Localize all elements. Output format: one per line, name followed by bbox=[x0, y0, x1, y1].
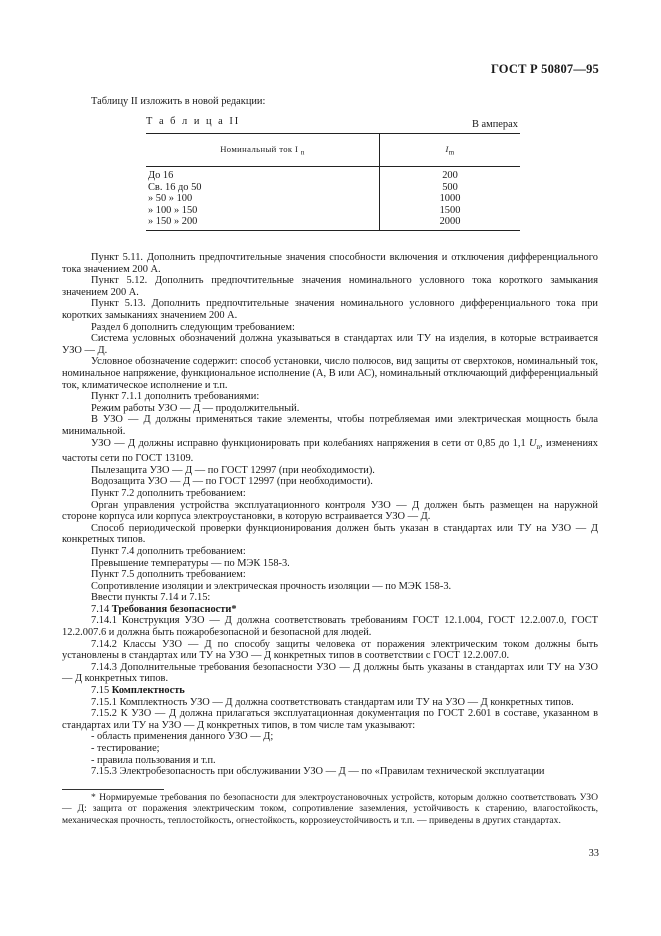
table-row: До 16 200 bbox=[146, 167, 520, 182]
paragraph: Пункт 5.12. Дополнить предпочтительные значения номинального условного тока короткого замыкания значением 200 А. bbox=[62, 275, 598, 298]
paragraph: Сопротивление изоляции и электрическая прочность изоляции — по МЭК 158-3. bbox=[91, 580, 452, 592]
list-item: - тестирование; bbox=[91, 743, 160, 755]
paragraph: 7.14.2 Классы УЗО — Д по способу защиты человека от поражения электрическим током должны быть установлены в стандартах или ТУ на УЗО — Д конкретных типов в соответствии с ГОСТ 12.2.007.0. bbox=[62, 638, 598, 662]
paragraph: Пункт 7.4 дополнить требованием: bbox=[91, 545, 246, 557]
paragraph: Пункт 7.2 дополнить требованием: bbox=[91, 487, 246, 499]
table-caption: Т а б л и ц а II bbox=[146, 116, 241, 127]
paragraph: Пылезащита УЗО — Д — по ГОСТ 12997 (при необходимости). bbox=[91, 464, 375, 476]
table-row: » 150 » 200 2000 bbox=[146, 216, 520, 230]
table-intro: Таблицу II изложить в новой редакции: bbox=[91, 96, 266, 107]
list-item: - правила пользования и т.п. bbox=[91, 754, 216, 766]
table-row: Св. 16 до 50 500 bbox=[146, 182, 520, 194]
footnote-divider bbox=[62, 789, 164, 790]
table-row: » 50 » 100 1000 bbox=[146, 193, 520, 205]
section-heading: 7.14 Требования безопасности* bbox=[91, 603, 237, 615]
paragraph: 7.15.2 К УЗО — Д должна прилагаться эксплуатационная документация по ГОСТ 2.601 в составе, указанном в стандартах или ТУ на УЗО — Д конкретных типов, в том числе там указывают: bbox=[62, 708, 598, 731]
paragraph: 7.14.1 Конструкция УЗО — Д должна соответствовать требованиям ГОСТ 12.1.004, ГОСТ 12.2.007.0, ГОСТ 12.2.007.6 и должна быть пожаробезопасной и безопасной для людей. bbox=[62, 615, 598, 639]
paragraph: Раздел 6 дополнить следующим требованием: bbox=[91, 321, 295, 333]
footnote: * Нормируемые требования по безопасности для электроустановочных устройств, которым должно соответствовать УЗО — Д: защита от поражения электрическим током, сопротивление заземления, устойчивость к старению, влагостойкость, механическая прочность, теплостойкость, огнестойкость, коррозиеустойчивость и т.п. — приведены в других стандартах. bbox=[62, 792, 598, 826]
list-item: - область применения данного УЗО — Д; bbox=[91, 731, 274, 743]
table-header-rated-current: Номинальный ток I $_n$ bbox=[146, 134, 380, 167]
paragraph: Ввести пункты 7.14 и 7.15: bbox=[91, 592, 211, 604]
section-heading: 7.15 Комплектность bbox=[91, 685, 185, 697]
paragraph: Пункт 5.13. Дополнить предпочтительные значения номинального условного дифференциального тока при коротких замыканиях значением 200 А. bbox=[62, 298, 598, 321]
paragraph: 7.15.1 Комплектность УЗО — Д должна соответствовать стандартам или ТУ на УЗО — Д конкретных типов. bbox=[91, 696, 574, 708]
document-id: ГОСТ Р 50807—95 bbox=[490, 62, 599, 76]
paragraph: 7.15.3 Электробезопасность при обслуживании УЗО — Д — по «Правилам технической эксплуатации bbox=[91, 766, 545, 778]
paragraph: Превышение температуры — по МЭК 158-3. bbox=[91, 557, 290, 569]
paragraph: Пункт 7.5 дополнить требованием: bbox=[91, 569, 246, 581]
current-table bbox=[146, 133, 520, 231]
page-number: 33 bbox=[588, 848, 599, 859]
paragraph: Водозащита УЗО — Д — по ГОСТ 12997 (при необходимости). bbox=[91, 476, 373, 488]
paragraph: Пункт 7.1.1 дополнить требованиями: bbox=[91, 391, 260, 403]
table-row: » 100 » 150 1500 bbox=[146, 205, 520, 217]
paragraph: Пункт 5.11. Дополнить предпочтительные значения способности включения и отключения дифференциального тока значением 200 А. bbox=[62, 252, 598, 275]
paragraph: УЗО — Д должны исправно функционировать при колебаниях напряжения в сети от 0,85 до 1,1 $U_n$, изменениях частоты сети по ГОСТ 13109. bbox=[62, 437, 598, 465]
paragraph: Орган управления устройства эксплуатационного контроля УЗО — Д должен быть размещен на наружной стороне корпуса или корпуса электроустановки, в которую встраивается УЗО — Д. bbox=[62, 499, 598, 523]
table-header-im: $I_m$ bbox=[380, 134, 521, 167]
body-text bbox=[62, 252, 598, 778]
paragraph: 7.14.3 Дополнительные требования безопасности УЗО — Д должны быть указаны в стандартах или ТУ на УЗО — Д конкретных типов. bbox=[62, 661, 598, 685]
paragraph: Система условных обозначений должна указываться в стандартах или ТУ на изделия, в которые встраивается УЗО — Д. bbox=[62, 333, 598, 356]
paragraph: Режим работы УЗО — Д — продолжительный. bbox=[91, 402, 300, 414]
paragraph: В УЗО — Д должны применяться такие элементы, чтобы потребляемая ими электрическая мощность была минимальной. bbox=[62, 414, 598, 437]
table-unit: В амперах bbox=[472, 119, 518, 130]
paragraph: Способ периодической проверки функционирования должен быть указан в стандартах или ТУ на УЗО — Д конкретных типов. bbox=[62, 522, 598, 546]
paragraph: Условное обозначение содержит: способ установки, число полюсов, вид защиты от сверхтоков, номинальный ток, номинальное напряжение, функциональное исполнение (А, В или АС), номинальный отключающий дифференциальный ток, климатическое исполнение и т.п. bbox=[62, 356, 598, 391]
